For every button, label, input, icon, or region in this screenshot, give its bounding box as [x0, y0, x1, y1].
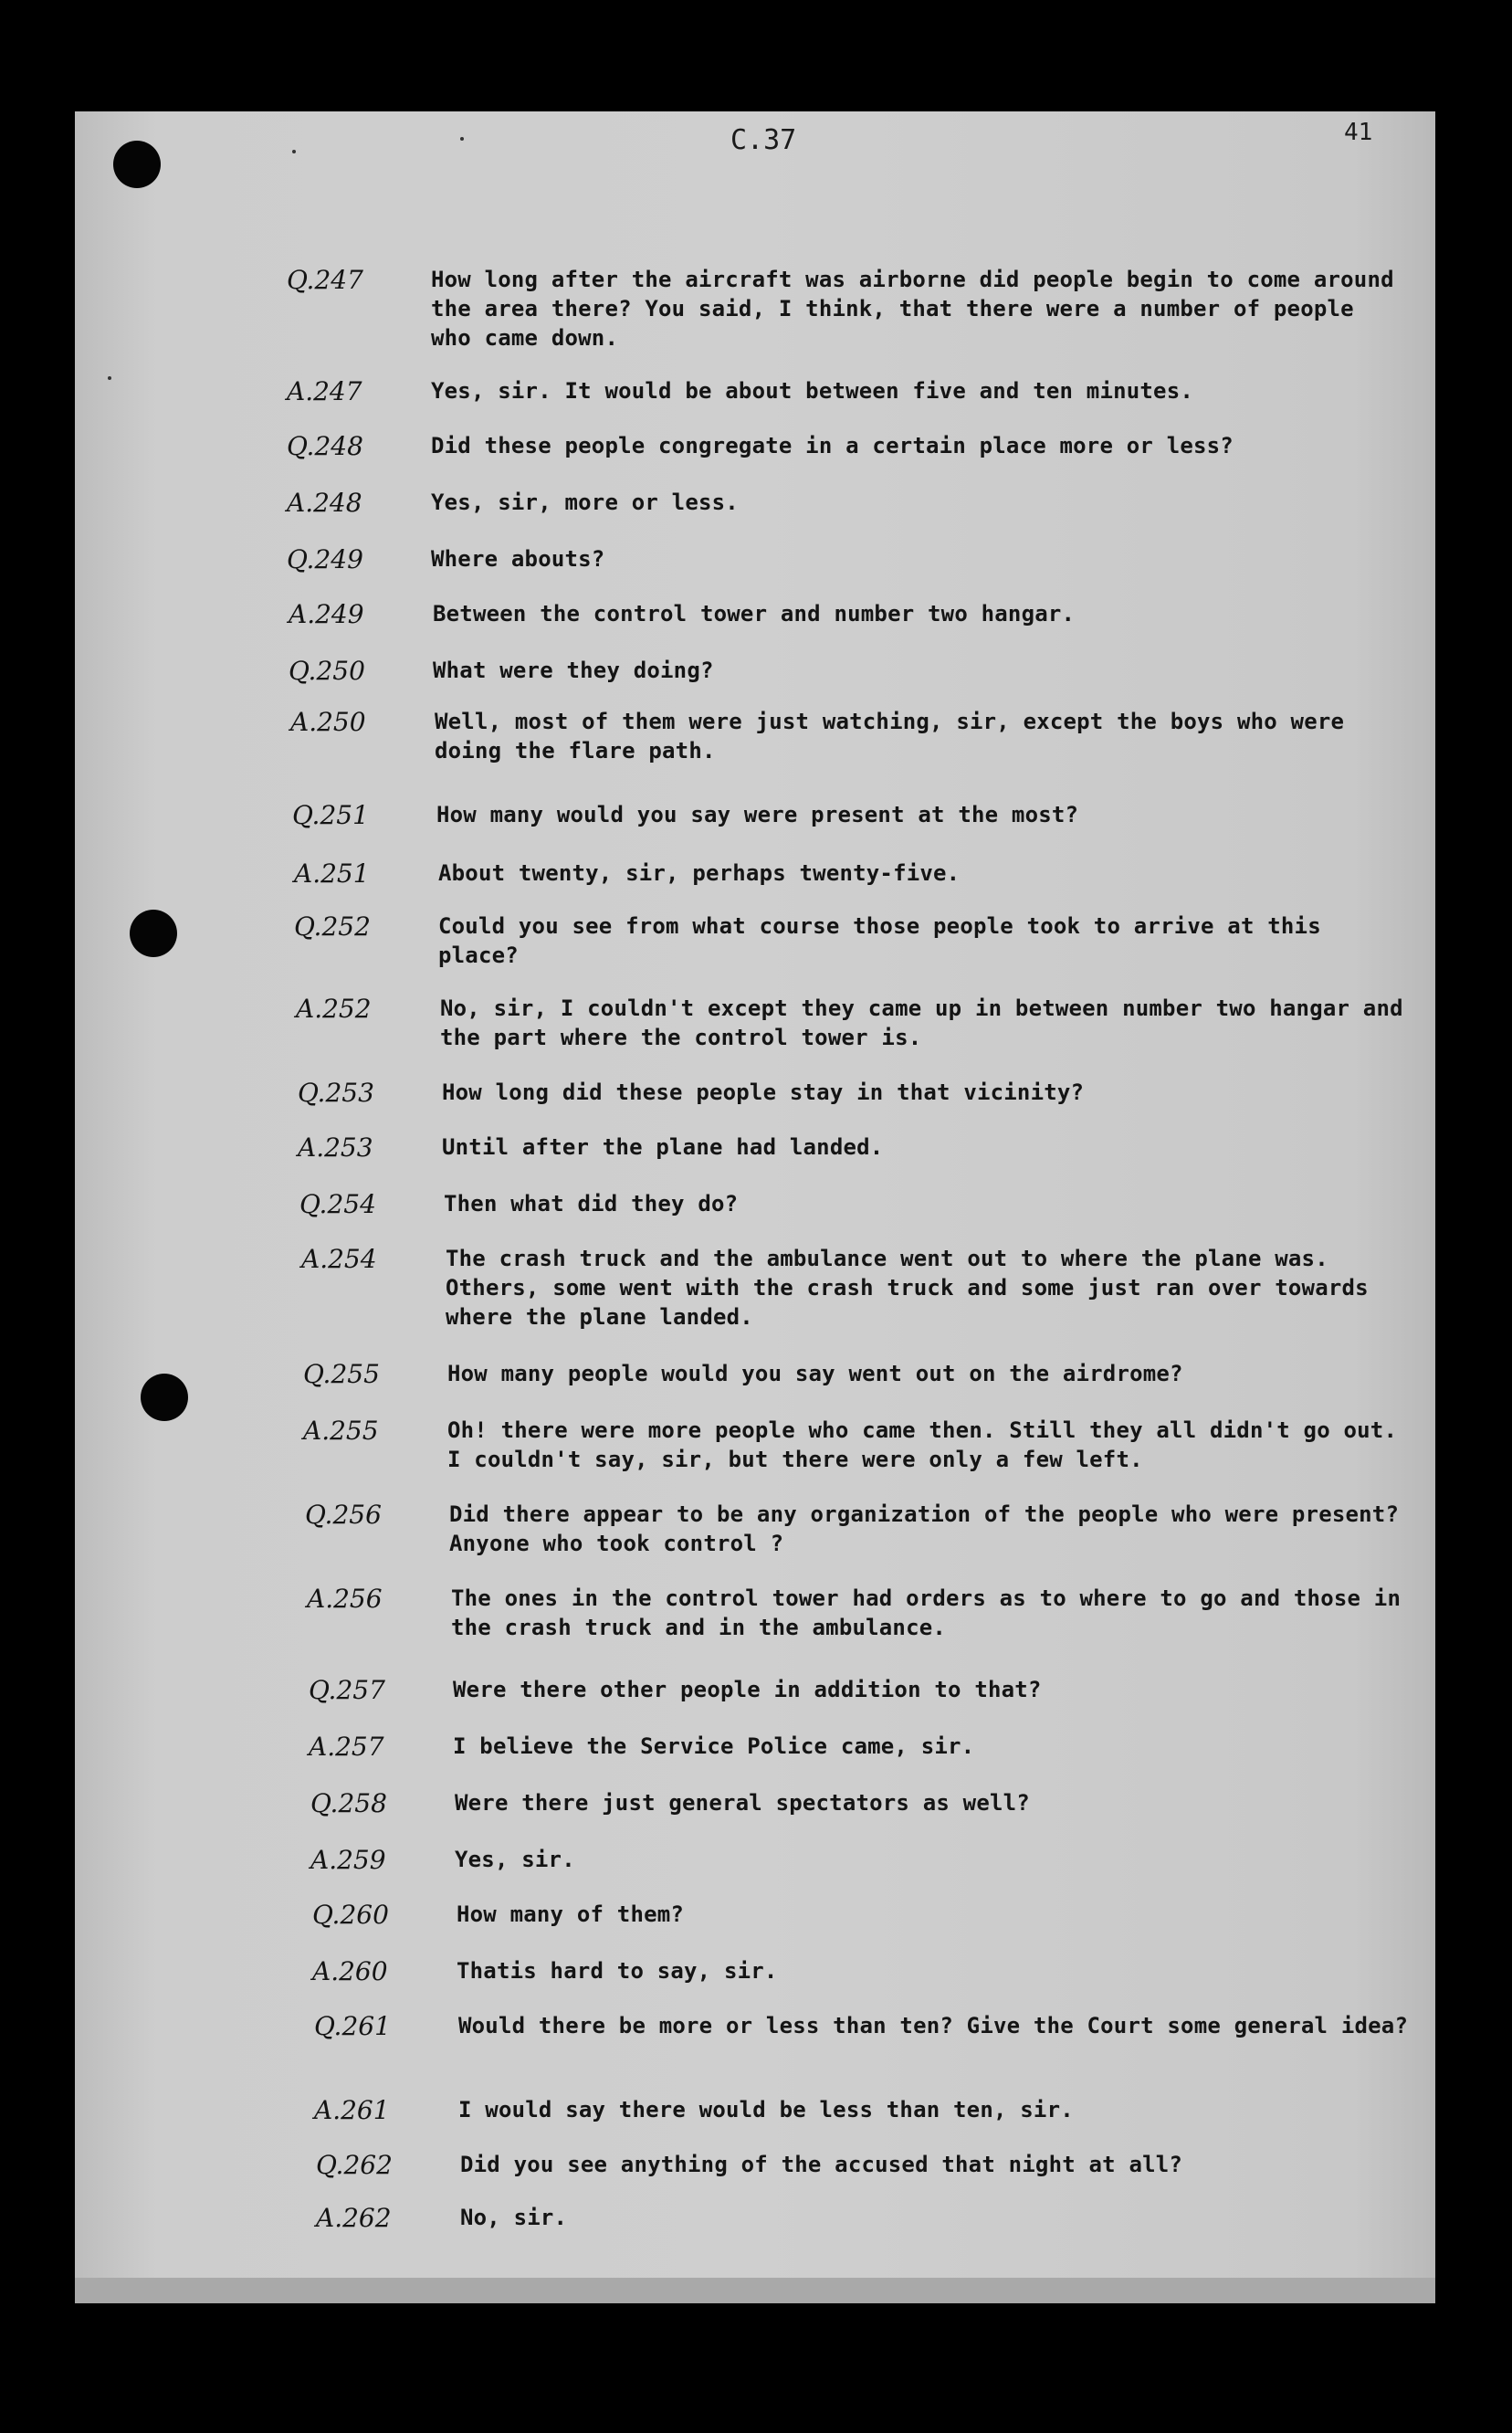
entry-text: What were they doing?	[433, 658, 714, 683]
entry-text: Then what did they do?	[444, 1191, 739, 1216]
entry-number: Q.256	[305, 1500, 382, 1530]
entry-text: No, sir, I couldn't except they came up in between number two hangar and the part where the control tower is.	[440, 995, 1417, 1050]
entry-number: A.255	[303, 1416, 379, 1446]
entry-number: A.249	[289, 599, 364, 629]
entry-number: Q.254	[299, 1189, 376, 1219]
entry-number: Q.251	[292, 800, 369, 830]
punch-hole-bottom	[141, 1374, 188, 1421]
entry-text: Yes, sir, more or less.	[431, 490, 739, 515]
punch-hole-middle	[130, 910, 177, 957]
entry-text: How long did these people stay in that vicinity?	[442, 1080, 1085, 1105]
entry-number: Q.250	[289, 656, 365, 686]
entry-text: About twenty, sir, perhaps twenty-five.	[438, 860, 961, 886]
entry-number: Q.249	[287, 544, 363, 574]
entry-number: A.259	[310, 1845, 386, 1875]
entry-number: A.257	[309, 1732, 384, 1762]
entry-text: Would there be more or less than ten? Give the Court some general idea?	[458, 2013, 1409, 2038]
entry-number: Q.247	[287, 265, 363, 295]
entry-text: The crash truck and the ambulance went out to where the plane was. Others, some went with the crash truck and some just ran over towards where the plane landed.	[446, 1246, 1382, 1330]
entry-number: A.261	[314, 2095, 390, 2125]
entry-number: A.253	[298, 1132, 373, 1163]
entry-text: Where abouts?	[431, 546, 605, 572]
entry-text: Were there other people in addition to that?	[453, 1677, 1042, 1702]
entry-number: A.247	[287, 376, 362, 406]
entry-text: No, sir.	[460, 2205, 568, 2230]
entry-text: Well, most of them were just watching, sir, except the boys who were doing the flare path.	[435, 709, 1358, 764]
entry-number: A.252	[296, 994, 372, 1024]
entry-text: I believe the Service Police came, sir.	[453, 1733, 975, 1759]
entry-number: Q.255	[303, 1359, 380, 1389]
page-code: C.37	[730, 124, 797, 156]
page-number: 41	[1344, 119, 1373, 146]
entry-text: The ones in the control tower had orders as to where to go and those in the crash truck and in the ambulance.	[451, 1585, 1414, 1640]
entry-text: How long after the aircraft was airborne did people begin to come around the area there? You said, I think, that there were a number of people who came down.	[431, 267, 1408, 351]
entry-number: Q.253	[298, 1078, 374, 1108]
entry-text: Did there appear to be any organization of the people who were present? Anyone who took control ?	[449, 1501, 1412, 1556]
entry-text: Yes, sir. It would be about between five and ten minutes.	[431, 378, 1194, 404]
entry-number: Q.248	[287, 431, 363, 461]
entry-text: Did these people congregate in a certain place more or less?	[431, 433, 1234, 458]
speck	[460, 137, 464, 141]
entry-text: Yes, sir.	[455, 1847, 575, 1872]
entry-number: Q.258	[310, 1788, 387, 1818]
entry-text: I would say there would be less than ten, sir.	[458, 2097, 1074, 2122]
entry-number: A.262	[316, 2203, 392, 2233]
entry-number: A.250	[290, 707, 366, 737]
entry-number: A.251	[294, 858, 370, 889]
speck	[292, 150, 296, 153]
entry-number: A.254	[301, 1244, 377, 1274]
entry-text: Were there just general spectators as well?	[455, 1790, 1030, 1816]
entry-number: Q.260	[312, 1900, 389, 1930]
entry-text: How many of them?	[457, 1901, 685, 1927]
entry-text: Did you see anything of the accused that night at all?	[460, 2152, 1183, 2177]
entry-number: Q.262	[316, 2150, 393, 2180]
entry-number: A.256	[307, 1584, 383, 1614]
entry-text: Oh! there were more people who came then. Still they all didn't go out. I couldn't say, sir, but there were only a few left.	[447, 1417, 1411, 1472]
entry-number: A.248	[287, 488, 362, 518]
entry-number: Q.257	[309, 1675, 385, 1705]
speck	[108, 376, 111, 380]
entry-number: Q.261	[314, 2011, 391, 2041]
punch-hole-top	[113, 141, 161, 188]
entry-text: Could you see from what course those people took to arrive at this place?	[438, 913, 1335, 968]
entry-text: Between the control tower and number two hangar.	[433, 601, 1076, 627]
entry-text: How many people would you say went out on the airdrome?	[447, 1361, 1183, 1386]
entry-text: How many would you say were present at the most?	[436, 802, 1079, 827]
entry-text: Thatis hard to say, sir.	[457, 1958, 778, 1984]
document-page	[75, 111, 1435, 2303]
page-bottom-strip	[75, 2278, 1435, 2303]
entry-number: Q.252	[294, 911, 371, 942]
entry-number: A.260	[312, 1956, 388, 1986]
entry-text: Until after the plane had landed.	[442, 1134, 884, 1160]
